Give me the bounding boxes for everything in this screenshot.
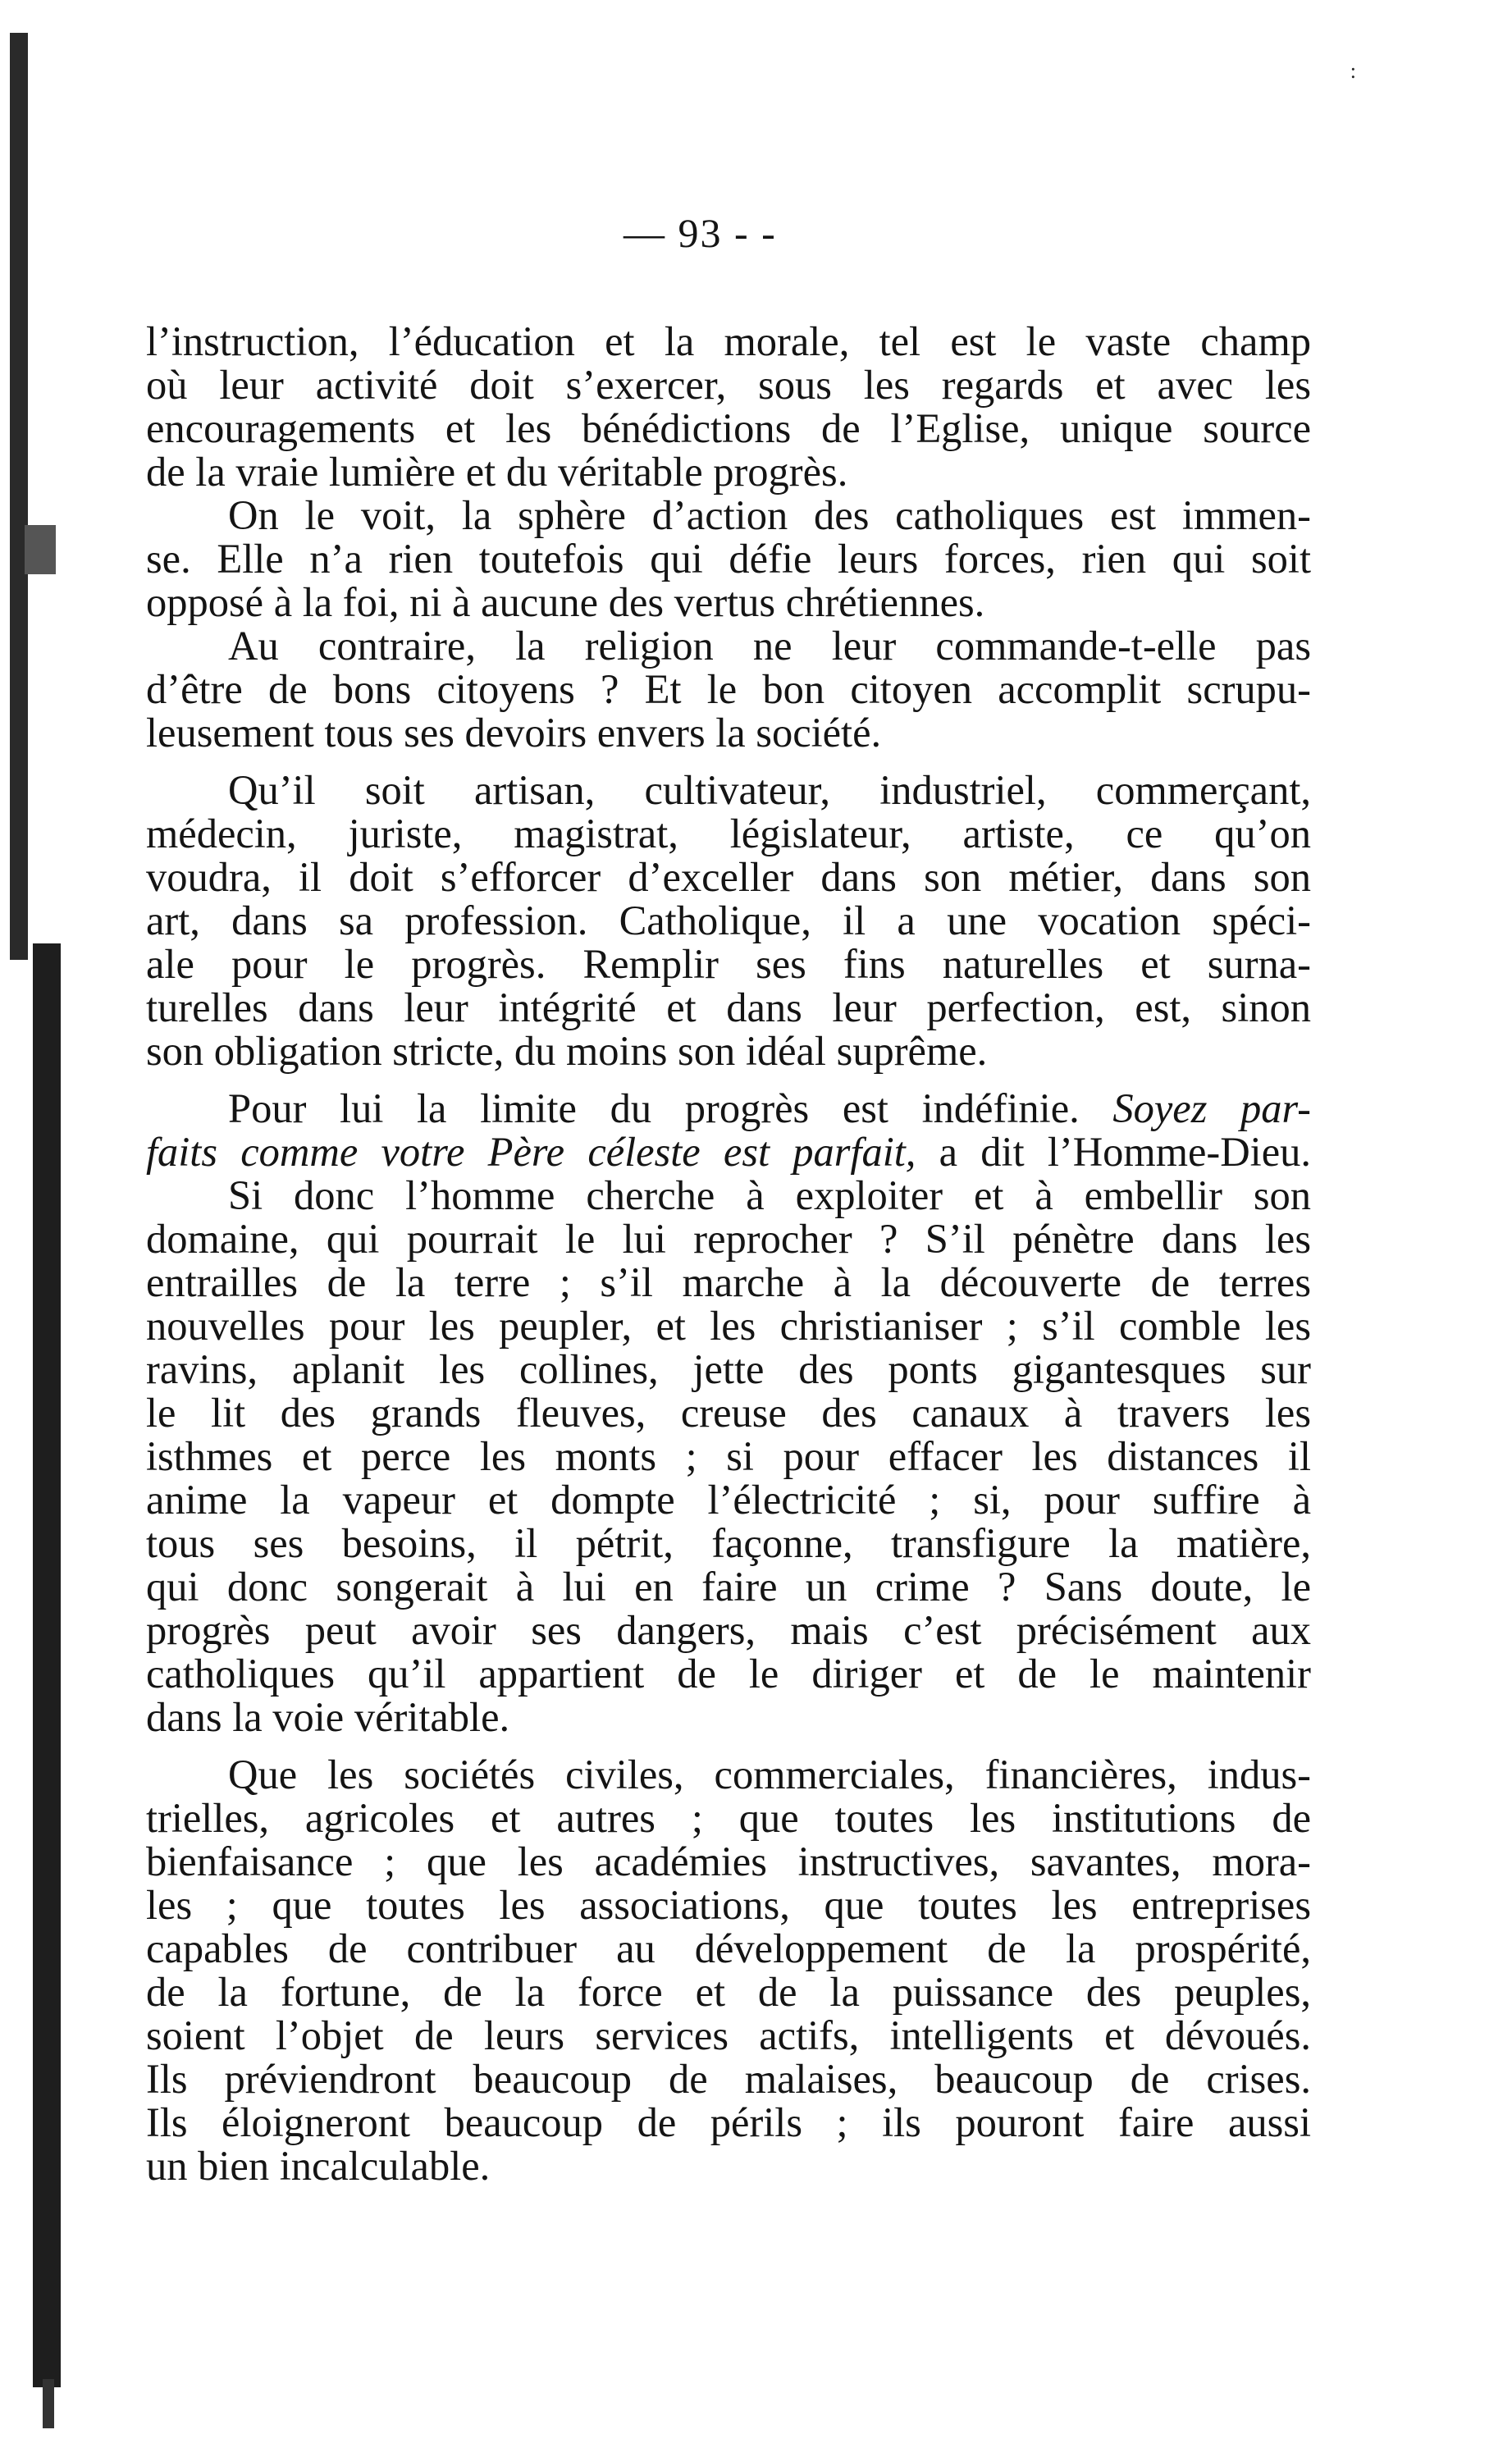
text-line — [146, 1130, 1311, 1174]
paragraph-4 — [146, 769, 1311, 1073]
text-line: dans la voie véritable. — [146, 1694, 510, 1740]
text-line: de la fortune, de la force et de la puissance des peuples, — [146, 1969, 1311, 2015]
text-line: trielles, agricoles et autres ; que toutes les institutions de — [146, 1795, 1311, 1841]
paragraph-5 — [146, 1087, 1311, 1174]
text-line: de la vraie lumière et du véritable progrès. — [146, 449, 848, 495]
text-line: où leur activité doit s’exercer, sous les regards et avec les — [146, 362, 1311, 408]
text-line: Si donc l’homme cherche à exploiter et à embellir son — [228, 1172, 1311, 1218]
text-line: Ils éloigneront beaucoup de périls ; ils pouront faire aussi — [146, 2099, 1311, 2145]
text-line: d’être de bons citoyens ? Et le bon citoyen accomplit scrupu- — [146, 666, 1311, 712]
text-line: voudra, il doit s’efforcer d’exceller dans son métier, dans son — [146, 854, 1311, 900]
text-line: les ; que toutes les associations, que toutes les entreprises — [146, 1882, 1311, 1928]
text-line: bienfaisance ; que les académies instructives, savantes, mora- — [146, 1838, 1311, 1884]
body-text — [146, 320, 1311, 2188]
italic-quote: faits comme votre Père céleste est parfait, — [146, 1129, 916, 1175]
text-line: Ils préviendront beaucoup de malaises, beaucoup de crises. — [146, 2056, 1311, 2102]
text-line: Au contraire, la religion ne leur commande-t-elle pas — [228, 623, 1311, 669]
text-segment: a dit l’Homme-Dieu. — [939, 1129, 1311, 1175]
text-line: ravins, aplanit les collines, jette des ponts gigantesques sur — [146, 1346, 1311, 1392]
text-line — [146, 1087, 1311, 1130]
text-line: entrailles de la terre ; s’il marche à la découverte de terres — [146, 1259, 1311, 1305]
paragraph-3 — [146, 624, 1311, 755]
text-line: progrès peut avoir ses dangers, mais c’est précisément aux — [146, 1607, 1311, 1653]
text-line: anime la vapeur et dompte l’électricité ; si, pour suffire à — [146, 1477, 1311, 1523]
corner-mark: : — [1350, 59, 1356, 83]
edge-shadow-bottom — [43, 2379, 54, 2428]
text-line: son obligation stricte, du moins son idéal suprême. — [146, 1028, 988, 1074]
paragraph-2 — [146, 494, 1311, 624]
italic-quote: Soyez par- — [1112, 1085, 1311, 1131]
page-number: — 93 - - — [624, 210, 777, 256]
scan-binding-edge — [0, 0, 74, 2448]
text-line: médecin, juriste, magistrat, législateur, artiste, ce qu’on — [146, 811, 1311, 856]
text-line: soient l’objet de leurs services actifs, intelligents et dévoués. — [146, 2012, 1311, 2058]
text-line: On le voit, la sphère d’action des catholiques est immen- — [228, 492, 1311, 538]
text-line: capables de contribuer au développement de la prospérité, — [146, 1925, 1311, 1971]
text-line: qui donc songerait à lui en faire un crime ? Sans doute, le — [146, 1564, 1311, 1610]
paragraph-7 — [146, 1753, 1311, 2188]
text-line: catholiques qu’il appartient de le diriger et de le maintenir — [146, 1651, 1311, 1697]
edge-shadow-mid — [33, 943, 61, 2387]
text-line: domaine, qui pourrait le lui reprocher ? S’il pénètre dans les — [146, 1216, 1311, 1262]
text-line: ale pour le progrès. Remplir ses fins naturelles et surna- — [146, 941, 1311, 987]
text-line: tous ses besoins, il pétrit, façonne, transfigure la matière, — [146, 1520, 1311, 1566]
text-line: le lit des grands fleuves, creuse des canaux à travers les — [146, 1390, 1311, 1436]
paragraph-1 — [146, 320, 1311, 494]
text-line: leusement tous ses devoirs envers la société. — [146, 710, 882, 756]
text-line: se. Elle n’a rien toutefois qui défie leurs forces, rien qui soit — [146, 536, 1311, 582]
text-line: Qu’il soit artisan, cultivateur, industriel, commerçant, — [228, 767, 1311, 813]
edge-shadow-top — [10, 33, 28, 960]
text-line: Que les sociétés civiles, commerciales, financières, indus- — [228, 1752, 1311, 1797]
text-line: opposé à la foi, ni à aucune des vertus chrétiennes. — [146, 579, 985, 625]
text-line: turelles dans leur intégrité et dans leur perfection, est, sinon — [146, 984, 1311, 1030]
paragraph-6 — [146, 1174, 1311, 1739]
text-segment: Pour lui la limite du progrès est indéfinie. — [228, 1085, 1080, 1131]
text-line: isthmes et perce les monts ; si pour effacer les distances il — [146, 1433, 1311, 1479]
text-line: l’instruction, l’éducation et la morale, tel est le vaste champ — [146, 318, 1311, 364]
text-line: encouragements et les bénédictions de l’Eglise, unique source — [146, 405, 1311, 451]
text-line: nouvelles pour les peupler, et les christianiser ; s’il comble les — [146, 1303, 1311, 1349]
text-line: art, dans sa profession. Catholique, il a une vocation spéci- — [146, 897, 1311, 943]
text-line: un bien incalculable. — [146, 2143, 491, 2189]
edge-shadow-notch — [25, 525, 56, 574]
